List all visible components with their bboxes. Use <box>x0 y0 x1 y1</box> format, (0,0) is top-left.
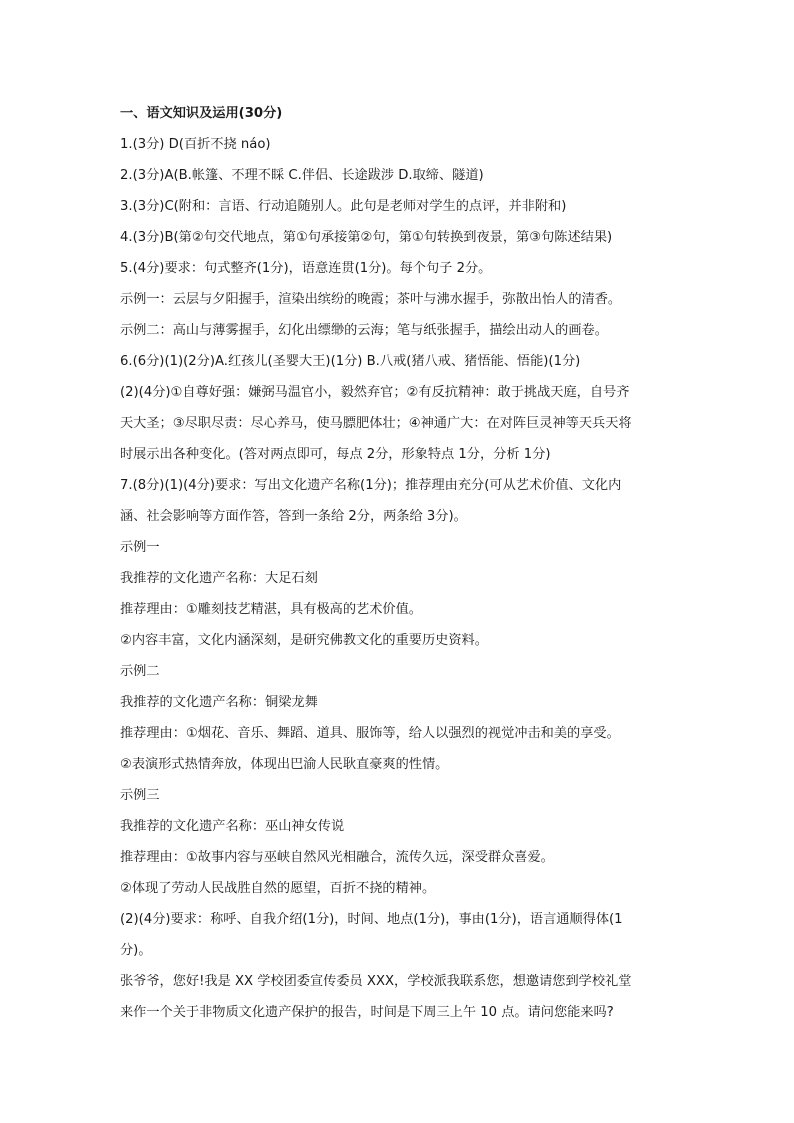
heritage-name: 我推荐的文化遗产名称：铜梁龙舞 <box>120 695 318 710</box>
answer-6-part2: 时展示出各种变化。(答对两点即可，每点 2分，形象特点 1分，分析 1分) <box>120 447 551 462</box>
example-line: 示例二：高山与薄雾握手，幻化出缥缈的云海；笔与纸张握手，描绘出动人的画卷。 <box>120 323 608 338</box>
answer-6-part2: 天大圣；③尽职尽责：尽心养马，使马膘肥体壮；④神通广大：在对阵巨灵神等天兵天将 <box>120 416 632 431</box>
reason-line: ②表演形式热情奔放，体现出巴渝人民耿直豪爽的性情。 <box>120 757 449 772</box>
answer-7: 涵、社会影响等方面作答，答到一条给 2分，两条给 3分)。 <box>120 509 467 524</box>
sample-invitation: 来作一个关于非物质文化遗产保护的报告，时间是下周三上午 10 点。请问您能来吗? <box>120 1005 614 1020</box>
example-heading: 示例二 <box>120 664 160 679</box>
section-title: 一、语文知识及运用(30分) <box>120 106 283 121</box>
answer-3: 3.(3分)C(附和：言语、行动追随别人。此句是老师对学生的点评，并非附和) <box>120 199 567 214</box>
reason-line: ②内容丰富，文化内涵深刻，是研究佛教文化的重要历史资料。 <box>120 633 488 648</box>
heritage-name: 我推荐的文化遗产名称：大足石刻 <box>120 571 318 586</box>
answer-2: 2.(3分)A(B.帐篷、不理不睬 C.伴侣、长途跋涉 D.取缔、隧道) <box>120 168 484 183</box>
reason-line: 推荐理由：①烟花、音乐、舞蹈、道具、服饰等，给人以强烈的视觉冲击和美的享受。 <box>120 726 620 741</box>
answer-7-part2: 分)。 <box>120 943 152 958</box>
answer-6-part2: (2)(4分)①自尊好强：嫌弼马温官小，毅然弃官；②有反抗精神：敢于挑战天庭，自号齐 <box>120 385 630 400</box>
heritage-name: 我推荐的文化遗产名称：巫山神女传说 <box>120 819 345 834</box>
reason-line: 推荐理由：①雕刻技艺精湛，具有极高的艺术价值。 <box>120 602 422 617</box>
answer-4: 4.(3分)B(第②句交代地点，第①句承接第②句，第①句转换到夜景，第③句陈述结果) <box>120 230 613 245</box>
sample-invitation: 张爷爷，您好!我是 XX 学校团委宣传委员 XXX，学校派我联系您，想邀请您到学校礼堂 <box>120 974 632 989</box>
answer-1: 1.(3分) D(百折不挠 náo) <box>120 137 271 152</box>
example-heading: 示例一 <box>120 540 160 555</box>
example-line: 示例一：云层与夕阳握手，渲染出缤纷的晚霞；茶叶与沸水握手，弥散出怡人的清香。 <box>120 292 622 307</box>
reason-line: 推荐理由：①故事内容与巫峡自然风光相融合，流传久远，深受群众喜爱。 <box>120 850 554 865</box>
answer-7-part2: (2)(4分)要求：称呼、自我介绍(1分)，时间、地点(1分)，事由(1分)，语言通顺得体(1 <box>120 912 623 927</box>
reason-line: ②体现了劳动人民战胜自然的愿望，百折不挠的精神。 <box>120 881 436 896</box>
answer-7: 7.(8分)(1)(4分)要求：写出文化遗产名称(1分)；推荐理由充分(可从艺术价值、文化内 <box>120 478 622 493</box>
answer-6: 6.(6分)(1)(2分)A.红孩儿(圣婴大王)(1分) B.八戒(猪八戒、猪悟能、悟能)(1分) <box>120 354 581 369</box>
example-heading: 示例三 <box>120 788 160 803</box>
answer-5: 5.(4分)要求：句式整齐(1分)，语意连贯(1分)。每个句子 2分。 <box>120 261 492 276</box>
